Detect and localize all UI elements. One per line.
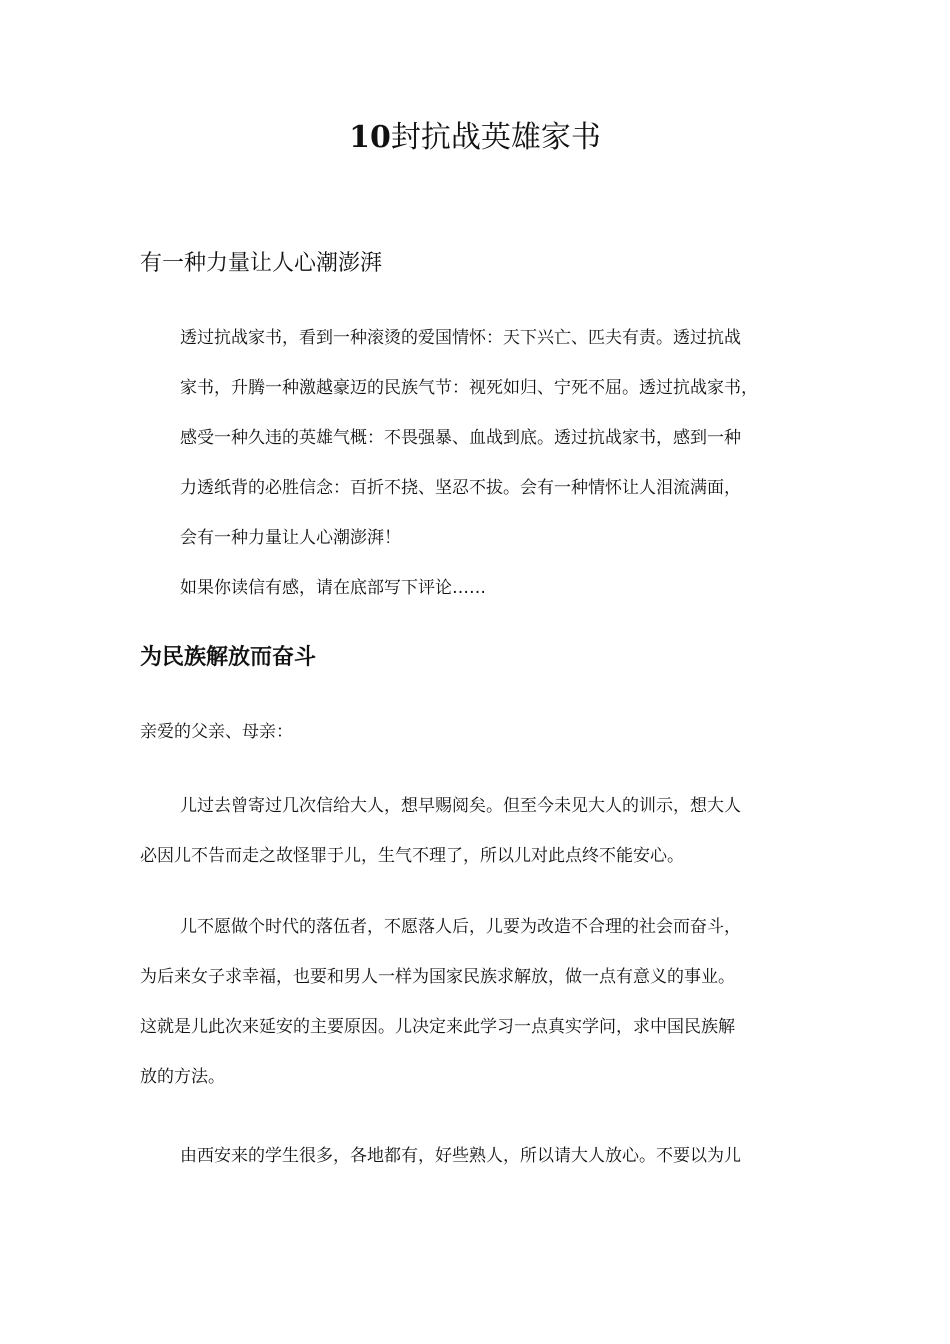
letter-line: 由西安来的学生很多，各地都有，好些熟人，所以请大人放心。不要以为儿 bbox=[180, 1146, 741, 1166]
section1-line: 透过抗战家书，看到一种滚烫的爱国情怀：天下兴亡、匹夫有责。透过抗战 bbox=[180, 328, 741, 348]
letter-line: 这就是儿此次来延安的主要原因。儿决定来此学习一点真实学问，求中国民族解 bbox=[140, 1017, 735, 1037]
comment-prompt: 如果你读信有感，请在底部写下评论…… bbox=[180, 578, 486, 598]
section1-line: 感受一种久违的英雄气概：不畏强暴、血战到底。透过抗战家书，感到一种 bbox=[180, 428, 741, 448]
letter-line: 必因儿不告而走之故怪罪于儿，生气不理了，所以儿对此点终不能安心。 bbox=[140, 846, 684, 866]
title-number: 10 bbox=[349, 120, 391, 155]
letter-line: 儿过去曾寄过几次信给大人，想早赐阅矣。但至今未见大人的训示，想大人 bbox=[180, 796, 741, 816]
letter-line: 放的方法。 bbox=[140, 1067, 225, 1087]
letter-line: 儿不愿做个时代的落伍者，不愿落人后，儿要为改造不合理的社会而奋斗， bbox=[180, 917, 741, 937]
section-heading-2: 为民族解放而奋斗 bbox=[140, 645, 317, 670]
title-text: 封抗战英雄家书 bbox=[390, 120, 601, 155]
section1-line: 会有一种力量让人心潮澎湃！ bbox=[180, 528, 401, 548]
section1-line: 力透纸背的必胜信念：百折不挠、坚忍不拔。会有一种情怀让人泪流满面， bbox=[180, 478, 741, 498]
section-heading-1: 有一种力量让人心潮澎湃 bbox=[140, 251, 383, 276]
letter-salutation: 亲爱的父亲、母亲： bbox=[140, 722, 293, 742]
section1-line: 家书，升腾一种激越豪迈的民族气节：视死如归、宁死不屈。透过抗战家书， bbox=[180, 378, 758, 398]
document-title bbox=[0, 118, 950, 158]
letter-line: 为后来女子求幸福，也要和男人一样为国家民族求解放，做一点有意义的事业。 bbox=[140, 967, 735, 987]
